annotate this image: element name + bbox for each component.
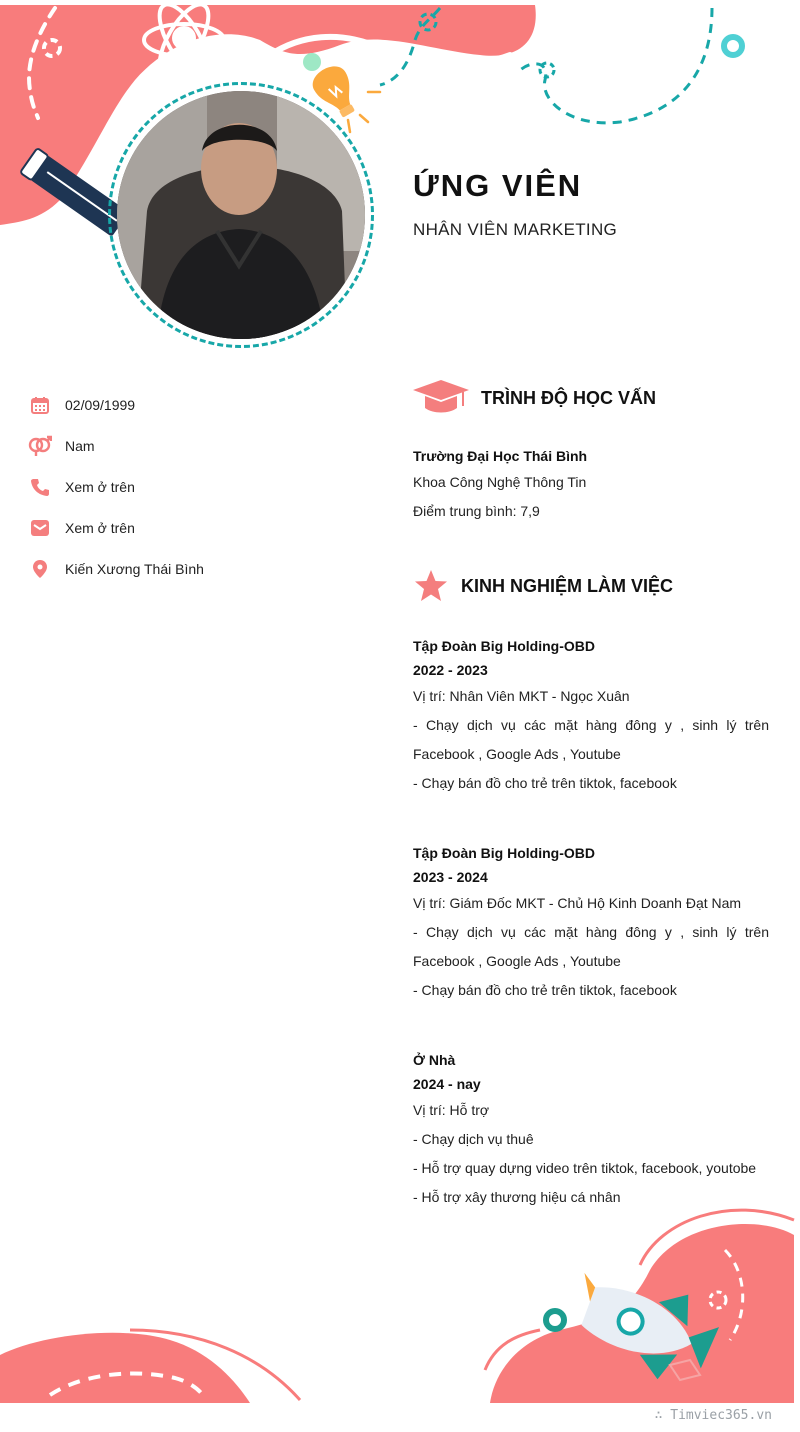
gender-text: Nam (65, 437, 95, 454)
school-name: Trường Đại Học Thái Bình (413, 448, 588, 464)
footer-decoration (0, 1190, 800, 1405)
gender-icon (28, 434, 52, 458)
duty: - Hỗ trợ xây thương hiệu cá nhân (413, 1189, 621, 1205)
avatar-photo (117, 91, 365, 339)
period: 2022 - 2023 (413, 662, 488, 678)
period: 2023 - 2024 (413, 869, 488, 885)
phone-text: Xem ở trên (65, 478, 135, 495)
contact-address (28, 548, 368, 589)
contact-birthday (28, 384, 368, 425)
candidate-name: ỨNG VIÊN (413, 168, 583, 203)
company: Tập Đoàn Big Holding-OBD (413, 845, 595, 861)
duty: - Chạy dịch vụ các mặt hàng đông y , sinh lý trên Facebook , Google Ads , Youtube (413, 717, 769, 762)
role: Vị trí: Hỗ trợ (413, 1102, 490, 1118)
faculty: Khoa Công Nghệ Thông Tin (413, 474, 587, 490)
duty: - Hỗ trợ quay dựng video trên tiktok, facebook, youtobe (413, 1160, 757, 1176)
role: Vị trí: Nhân Viên MKT - Ngọc Xuân (413, 688, 630, 704)
education-header (413, 378, 769, 418)
education-title: TRÌNH ĐỘ HỌC VẤN (481, 387, 656, 408)
duty: - Chạy dịch vụ thuê (413, 1131, 534, 1147)
avatar (117, 91, 365, 339)
graduation-cap-icon (413, 380, 469, 416)
experience-header (413, 566, 769, 606)
experience-item (413, 634, 769, 798)
contact-gender (28, 425, 368, 466)
duty: - Chạy bán đồ cho trẻ trên tiktok, facebook (413, 775, 677, 791)
experience-item (413, 1048, 769, 1212)
experience-title: KINH NGHIỆM LÀM VIỆC (461, 575, 674, 596)
company: Tập Đoàn Big Holding-OBD (413, 638, 595, 654)
email-text: Xem ở trên (65, 519, 135, 536)
company: Ở Nhà (413, 1052, 456, 1068)
email-icon (28, 516, 52, 540)
address-text: Kiến Xương Thái Bình (65, 560, 204, 577)
role: Vị trí: Giám Đốc MKT - Chủ Hộ Kinh Doanh Đạt Nam (413, 895, 742, 911)
experience-item (413, 841, 769, 1005)
contact-info (28, 384, 368, 589)
period: 2024 - nay (413, 1076, 481, 1092)
duty: - Chạy bán đồ cho trẻ trên tiktok, facebook (413, 982, 677, 998)
phone-icon (28, 475, 52, 499)
contact-email (28, 507, 368, 548)
education-section (413, 378, 769, 526)
contact-phone (28, 466, 368, 507)
birthday-text: 02/09/1999 (65, 396, 136, 413)
star-icon (413, 568, 449, 604)
candidate-position: NHÂN VIÊN MARKETING (413, 220, 618, 239)
footer-brand: ∴ Timviec365.vn (654, 1408, 772, 1423)
gpa: Điểm trung bình: 7,9 (413, 503, 540, 519)
location-pin-icon (28, 557, 52, 581)
calendar-icon (28, 393, 52, 417)
experience-section (413, 566, 769, 1212)
duty: - Chạy dịch vụ các mặt hàng đông y , sinh lý trên Facebook , Google Ads , Youtube (413, 924, 769, 969)
